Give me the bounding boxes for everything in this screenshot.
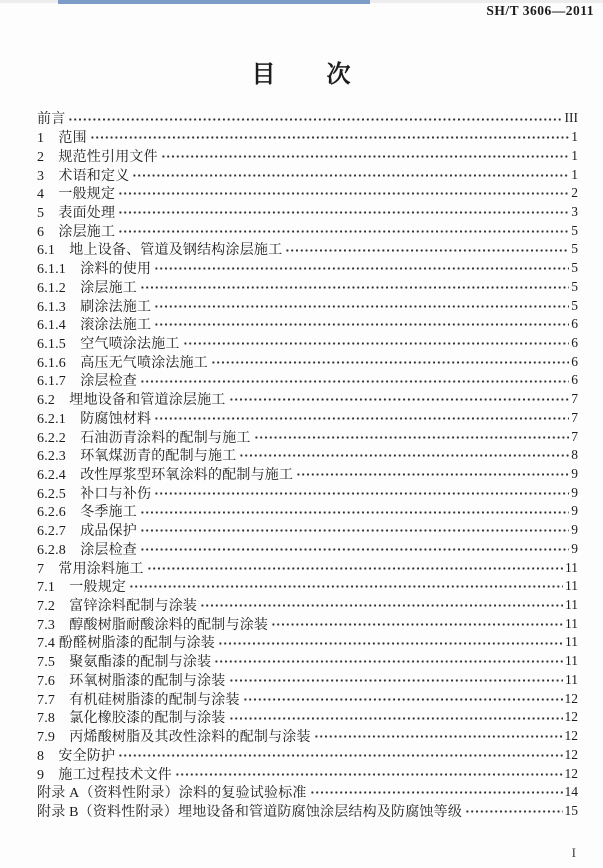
dotted-leader [118,184,569,203]
toc-entry-page: 9 [571,503,578,519]
toc-entry-page: 1 [571,129,578,145]
standard-code: SH/T 3606—2011 [486,3,594,18]
dotted-leader [154,409,569,428]
toc-entry [37,540,578,559]
toc-entry [37,465,578,484]
toc-entry [37,689,578,708]
toc-entry [37,371,578,390]
dotted-leader [229,671,564,690]
dotted-leader [154,315,569,334]
toc-entry [37,390,578,409]
toc-entry-page: 15 [564,802,578,818]
dotted-leader [314,727,563,746]
toc-entry-label: 6.2.3 环氧煤沥青的配制与施工 [37,449,237,465]
dotted-leader [214,652,563,671]
toc-entry-label: 6.1.1 涂料的使用 [37,262,152,278]
toc-entry-label: 7.6 环氧树脂漆的配制与涂装 [37,673,226,689]
toc-entry-label: 6.2 埋地设备和管道涂层施工 [37,393,226,409]
toc-entry [37,614,578,633]
dotted-leader [147,558,563,577]
toc-entry-label: 7.7 有机硅树脂漆的配制与涂装 [37,692,240,708]
toc-entry [37,409,578,428]
toc-entry-label: 6.2.1 防腐蚀材料 [37,411,152,427]
toc-entry [37,184,578,203]
toc-entry [37,764,578,783]
toc-entry-page: 2 [571,185,578,201]
toc-entry-page: 9 [571,466,578,482]
toc-entry-label: 5 表面处理 [37,205,116,221]
toc-entry-label: 6.2.6 冬季施工 [37,505,137,521]
toc-entry [37,334,578,353]
toc-entry [37,633,578,652]
toc-entry [37,521,578,540]
toc-entry [37,165,578,184]
toc-entry [37,802,578,821]
toc-entry-page: 11 [565,559,578,575]
dotted-leader [68,109,562,128]
dotted-leader [154,483,569,502]
toc-entry [37,240,578,259]
toc-entry-label: 7 常用涂料施工 [37,561,144,577]
dotted-leader [465,802,562,821]
toc-entry-page: 11 [565,634,578,650]
dotted-leader [229,390,570,409]
toc-entry-label: 7.9 丙烯酸树脂及其改性涂料的配制与涂装 [37,730,311,746]
dotted-leader [140,540,569,559]
toc-entry-label: 6.2.2 石油沥青涂料的配制与施工 [37,430,251,446]
dotted-leader [90,128,569,147]
dotted-leader [118,221,569,240]
toc-entry [37,427,578,446]
toc-entry-label: 6 涂层施工 [37,224,116,240]
toc-entry-page: 12 [564,690,578,706]
toc-entry-page: 7 [571,391,578,407]
toc-entry-label: 前言 [37,112,66,128]
toc-entry-page: 8 [571,447,578,463]
dotted-leader [183,334,570,353]
toc-entry-page: 1 [571,166,578,182]
dotted-leader [140,277,569,296]
dotted-leader [161,146,569,165]
toc-entry-label: 6.1.3 刷涂法施工 [37,299,152,315]
toc-entry-label: 6.1.5 空气喷涂法施工 [37,336,180,352]
toc-entry-page: 12 [564,728,578,744]
toc-entry [37,109,578,128]
dotted-leader [239,446,569,465]
toc-entry [37,277,578,296]
toc-entry-page: 7 [571,409,578,425]
toc-entry [37,671,578,690]
dotted-leader [140,371,569,390]
dotted-leader [140,502,569,521]
toc-entry-label: 7.8 氯化橡胶漆的配制与涂装 [37,711,226,727]
toc-entry [37,483,578,502]
toc-entry-page: 9 [571,484,578,500]
dotted-leader [243,689,563,708]
toc-entry-label: 7.5 聚氨酯漆的配制与涂装 [37,655,212,671]
toc-entry [37,315,578,334]
toc-entry [37,221,578,240]
toc-entry-page: 7 [571,428,578,444]
dotted-leader [132,165,569,184]
dotted-leader [118,203,569,222]
dotted-leader [175,764,563,783]
page-title: 目 次 [251,62,352,88]
toc-entry-label: 7.1 一般规定 [37,580,127,596]
toc-entry-page: III [564,110,578,126]
toc-entry-page: 6 [571,353,578,369]
toc-entry [37,352,578,371]
toc-entry-label: 6.1.7 涂层检查 [37,374,137,390]
dotted-leader [271,614,563,633]
toc-entry [37,727,578,746]
toc-entry-page: 5 [571,297,578,313]
toc-entry [37,203,578,222]
toc-entry-label: 7.2 富锌涂料配制与涂装 [37,599,198,615]
dotted-leader [285,240,569,259]
toc-entry-label: 9 施工过程技术文件 [37,767,172,783]
dotted-leader [129,577,563,596]
toc-entry-label: 6.1.2 涂层施工 [37,280,137,296]
top-accent-bar [58,0,370,4]
toc-entry-label: 附录 B（资料性附录）埋地设备和管道防腐蚀涂层结构及防腐蚀等级 [37,804,463,820]
page-number: I [571,845,576,860]
toc-entry-label: 1 范围 [37,131,87,147]
toc-entry-page: 14 [564,784,578,800]
toc-entry-label: 6.1.4 滚涂法施工 [37,318,152,334]
toc-entry-label: 6.2.7 成品保护 [37,524,137,540]
toc-entry-page: 5 [571,241,578,257]
dotted-leader [229,708,563,727]
toc-entry-page: 11 [565,671,578,687]
toc-entry-page: 11 [565,578,578,594]
toc-entry-page: 9 [571,522,578,538]
toc-entry [37,146,578,165]
dotted-leader [211,352,569,371]
toc-entry-page: 6 [571,372,578,388]
dotted-leader [118,745,562,764]
dotted-leader [310,783,563,802]
toc-entry [37,745,578,764]
toc-entry-page: 6 [571,316,578,332]
dotted-leader [154,296,569,315]
toc-entry-label: 4 一般规定 [37,187,116,203]
toc-entry-page: 5 [571,260,578,276]
toc-entry-label: 6.1.6 高压无气喷涂法施工 [37,355,208,371]
dotted-leader [218,633,563,652]
toc-entry [37,596,578,615]
toc-entry-page: 12 [564,765,578,781]
toc-entry-label: 6.2.4 改性厚浆型环氧涂料的配制与施工 [37,468,294,484]
toc-entry [37,652,578,671]
toc-entry [37,783,578,802]
toc-entry [37,446,578,465]
toc-entry [37,259,578,278]
toc-entry [37,577,578,596]
toc-entry-label: 7.4 酚醛树脂漆的配制与涂装 [37,636,215,652]
toc-entry-label: 6.2.8 涂层检查 [37,542,137,558]
toc-entry-label: 6.1 地上设备、管道及钢结构涂层施工 [37,243,283,259]
dotted-leader [140,521,569,540]
toc-entry-label: 8 安全防护 [37,748,116,764]
toc-entry-page: 6 [571,334,578,350]
dotted-leader [200,596,563,615]
toc-entry [37,502,578,521]
toc-entry-page: 5 [571,278,578,294]
dotted-leader [254,427,570,446]
toc-entry [37,708,578,727]
toc-list [37,109,578,820]
dotted-leader [154,259,569,278]
toc-entry-page: 11 [565,615,578,631]
toc-entry-page: 12 [564,746,578,762]
toc-entry-label: 3 术语和定义 [37,168,130,184]
toc-entry-label: 附录 A（资料性附录）涂料的复验试验标准 [37,786,307,802]
toc-entry-label: 7.3 醇酸树脂耐酸涂料的配制与涂装 [37,617,269,633]
dotted-leader [296,465,569,484]
toc-entry-page: 12 [564,709,578,725]
toc-entry [37,296,578,315]
toc-entry [37,128,578,147]
toc-entry-label: 2 规范性引用文件 [37,149,158,165]
toc-entry-page: 9 [571,540,578,556]
toc-entry-page: 11 [565,597,578,613]
toc-entry-page: 1 [571,147,578,163]
toc-entry-page: 11 [565,653,578,669]
toc-entry-page: 5 [571,222,578,238]
toc-entry-label: 6.2.5 补口与补伤 [37,486,152,502]
toc-entry-page: 3 [571,203,578,219]
toc-entry [37,558,578,577]
